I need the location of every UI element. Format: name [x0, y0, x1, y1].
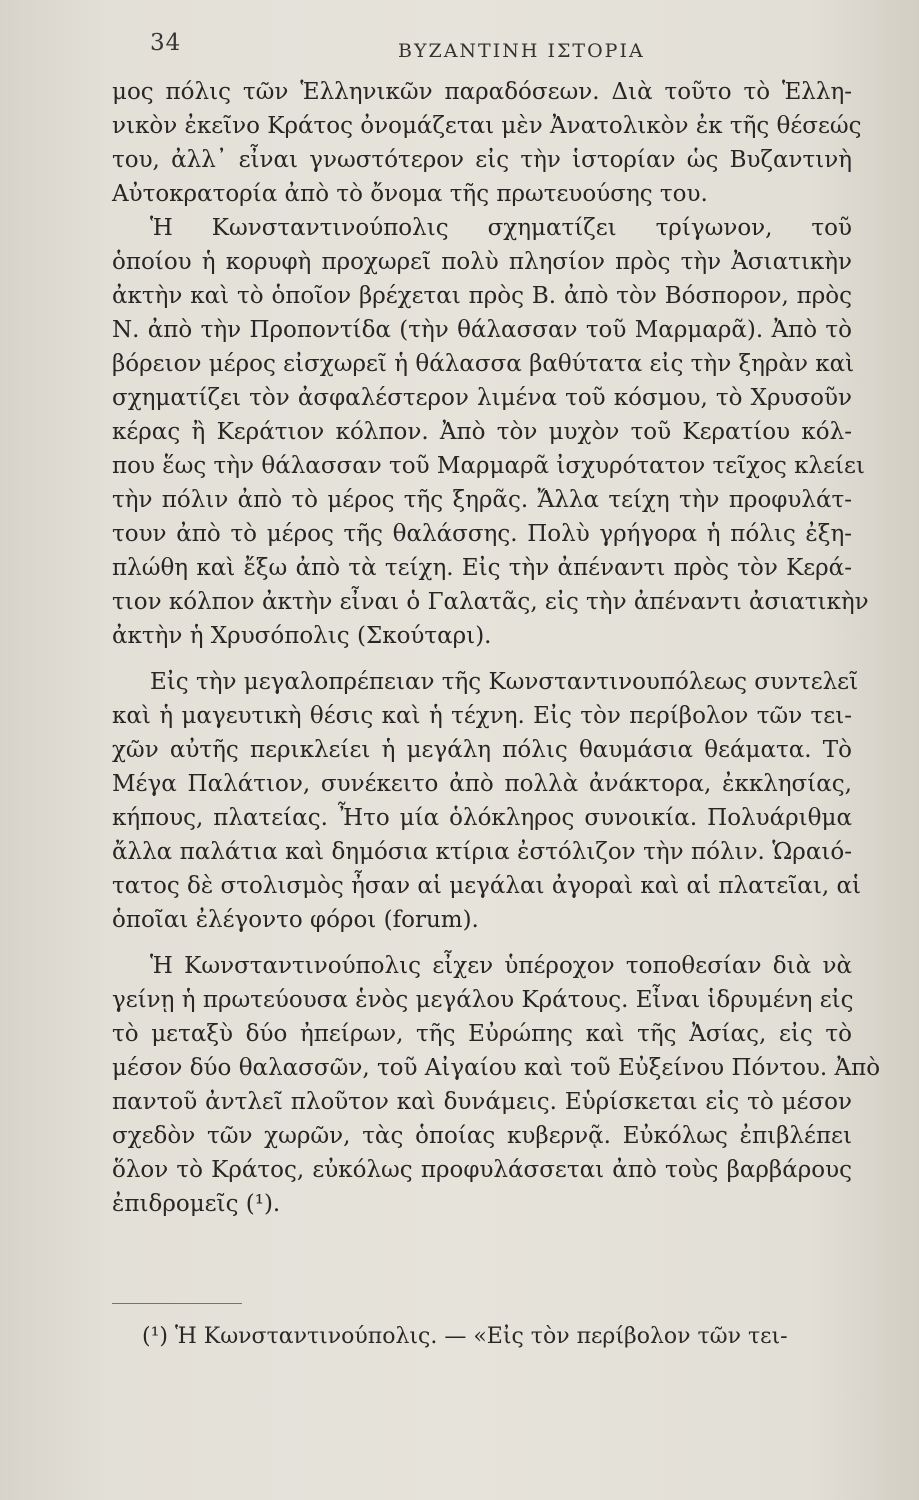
text-line: Μέγα Παλάτιον, συνέκειτο ἀπὸ πολλὰ ἀνάκτορα, ἐκκλησίας,: [112, 771, 852, 797]
text-line: βόρειον μέρος εἰσχωρεῖ ἡ θάλασσα βαθύτατα εἰς τὴν ξηρὰν καὶ: [112, 351, 855, 377]
text-line: κήπους, πλατείας. Ἦτο μία ὁλόκληρος συνοικία. Πολυάριθμα: [112, 805, 852, 831]
text-line: τὴν πόλιν ἀπὸ τὸ μέρος τῆς ξηρᾶς. Ἄλλα τείχη τὴν προφυλάτ-: [112, 487, 852, 513]
text-line: ἀκτὴν καὶ τὸ ὁποῖον βρέχεται πρὸς Β. ἀπὸ τὸν Βόσπορον, πρὸς: [112, 283, 852, 309]
text-line: νικὸν ἐκεῖνο Κράτος ὀνομάζεται μὲν Ἀνατολικὸν ἐκ τῆς θέσεώς: [112, 113, 862, 139]
page-header: [0, 28, 919, 68]
text-line: ἐπιδρομεῖς (¹).: [112, 1191, 281, 1217]
text-line: ὁποῖαι ἐλέγοντο φόροι (forum).: [112, 907, 479, 933]
page-number: 34: [150, 30, 182, 56]
text-line: Ἡ Κωνσταντινούπολις εἶχεν ὑπέροχον τοποθεσίαν διὰ νὰ: [150, 953, 852, 979]
footnote-divider: [112, 1303, 242, 1304]
text-line: τὸ μεταξὺ δύο ἠπείρων, τῆς Εὐρώπης καὶ τῆς Ἀσίας, εἰς τὸ: [112, 1021, 852, 1047]
running-head: ΒΥΖΑΝΤΙΝΗ ΙΣΤΟΡΙΑ: [398, 40, 645, 62]
text-line: σχηματίζει τὸν ἀσφαλέστερον λιμένα τοῦ κόσμου, τὸ Χρυσοῦν: [112, 385, 852, 411]
text-line: μος πόλις τῶν Ἑλληνικῶν παραδόσεων. Διὰ τοῦτο τὸ Ἑλλη-: [112, 79, 852, 105]
text-line: Ν. ἀπὸ τὴν Προποντίδα (τὴν θάλασσαν τοῦ Μαρμαρᾶ). Ἀπὸ τὸ: [112, 317, 852, 343]
text-line: κέρας ἢ Κεράτιον κόλπον. Ἀπὸ τὸν μυχὸν τοῦ Κερατίου κόλ-: [112, 419, 852, 445]
text-line: τιον κόλπον ἀκτὴν εἶναι ὁ Γαλατᾶς, εἰς τὴν ἀπέναντι ἀσιατικὴν: [112, 589, 869, 615]
footnote: (¹) Ἡ Κωνσταντινούπολις. — «Εἰς τὸν περίβολον τῶν τει-: [142, 1324, 788, 1349]
text-line: Εἰς τὴν μεγαλοπρέπειαν τῆς Κωνσταντινουπόλεως συντελεῖ: [150, 669, 859, 695]
text-line: Αὐτοκρατορία ἀπὸ τὸ ὄνομα τῆς πρωτευούσης του.: [112, 181, 708, 207]
text-line: μέσον δύο θαλασσῶν, τοῦ Αἰγαίου καὶ τοῦ Εὐξείνου Πόντου. Ἀπὸ: [112, 1055, 881, 1081]
text-line: χῶν αὐτῆς περικλείει ἡ μεγάλη πόλις θαυμάσια θεάματα. Τὸ: [112, 737, 852, 763]
text-line: του, ἀλλ᾽ εἶναι γνωστότερον εἰς τὴν ἱστορίαν ὡς Βυζαντινὴ: [112, 147, 852, 173]
text-line: πλώθη καὶ ἔξω ἀπὸ τὰ τείχη. Εἰς τὴν ἀπέναντι πρὸς τὸν Κερά-: [112, 555, 852, 581]
text-line: τατος δὲ στολισμὸς ἦσαν αἱ μεγάλαι ἀγοραὶ καὶ αἱ πλατεῖαι, αἱ: [112, 873, 862, 899]
text-line: τουν ἀπὸ τὸ μέρος τῆς θαλάσσης. Πολὺ γρήγορα ἡ πόλις ἐξη-: [112, 521, 852, 547]
text-line: Ἡ Κωνσταντινούπολις σχηματίζει τρίγωνον, τοῦ: [150, 215, 852, 241]
text-line: ὅλον τὸ Κράτος, εὐκόλως προφυλάσσεται ἀπὸ τοὺς βαρβάρους: [112, 1157, 852, 1183]
text-line: ἀκτὴν ἡ Χρυσόπολις (Σκούταρι).: [112, 623, 492, 649]
text-line: που ἕως τὴν θάλασσαν τοῦ Μαρμαρᾶ ἰσχυρότατον τεῖχος κλείει: [112, 453, 865, 479]
text-line: γείνῃ ἡ πρωτεύουσα ἑνὸς μεγάλου Κράτους. Εἶναι ἱδρυμένη εἰς: [112, 987, 854, 1013]
text-line: σχεδὸν τῶν χωρῶν, τὰς ὁποίας κυβερνᾷ. Εὐκόλως ἐπιβλέπει: [112, 1123, 852, 1149]
text-line: ἄλλα παλάτια καὶ δημόσια κτίρια ἐστόλιζον τὴν πόλιν. Ὡραιό-: [112, 839, 852, 865]
text-line: παντοῦ ἀντλεῖ πλοῦτον καὶ δυνάμεις. Εὑρίσκεται εἰς τὸ μέσον: [112, 1089, 852, 1115]
text-line: ὁποίου ἡ κορυφὴ προχωρεῖ πολὺ πλησίον πρὸς τὴν Ἀσιατικὴν: [112, 249, 852, 275]
text-line: καὶ ἡ μαγευτικὴ θέσις καὶ ἡ τέχνη. Εἰς τὸν περίβολον τῶν τει-: [112, 703, 852, 729]
